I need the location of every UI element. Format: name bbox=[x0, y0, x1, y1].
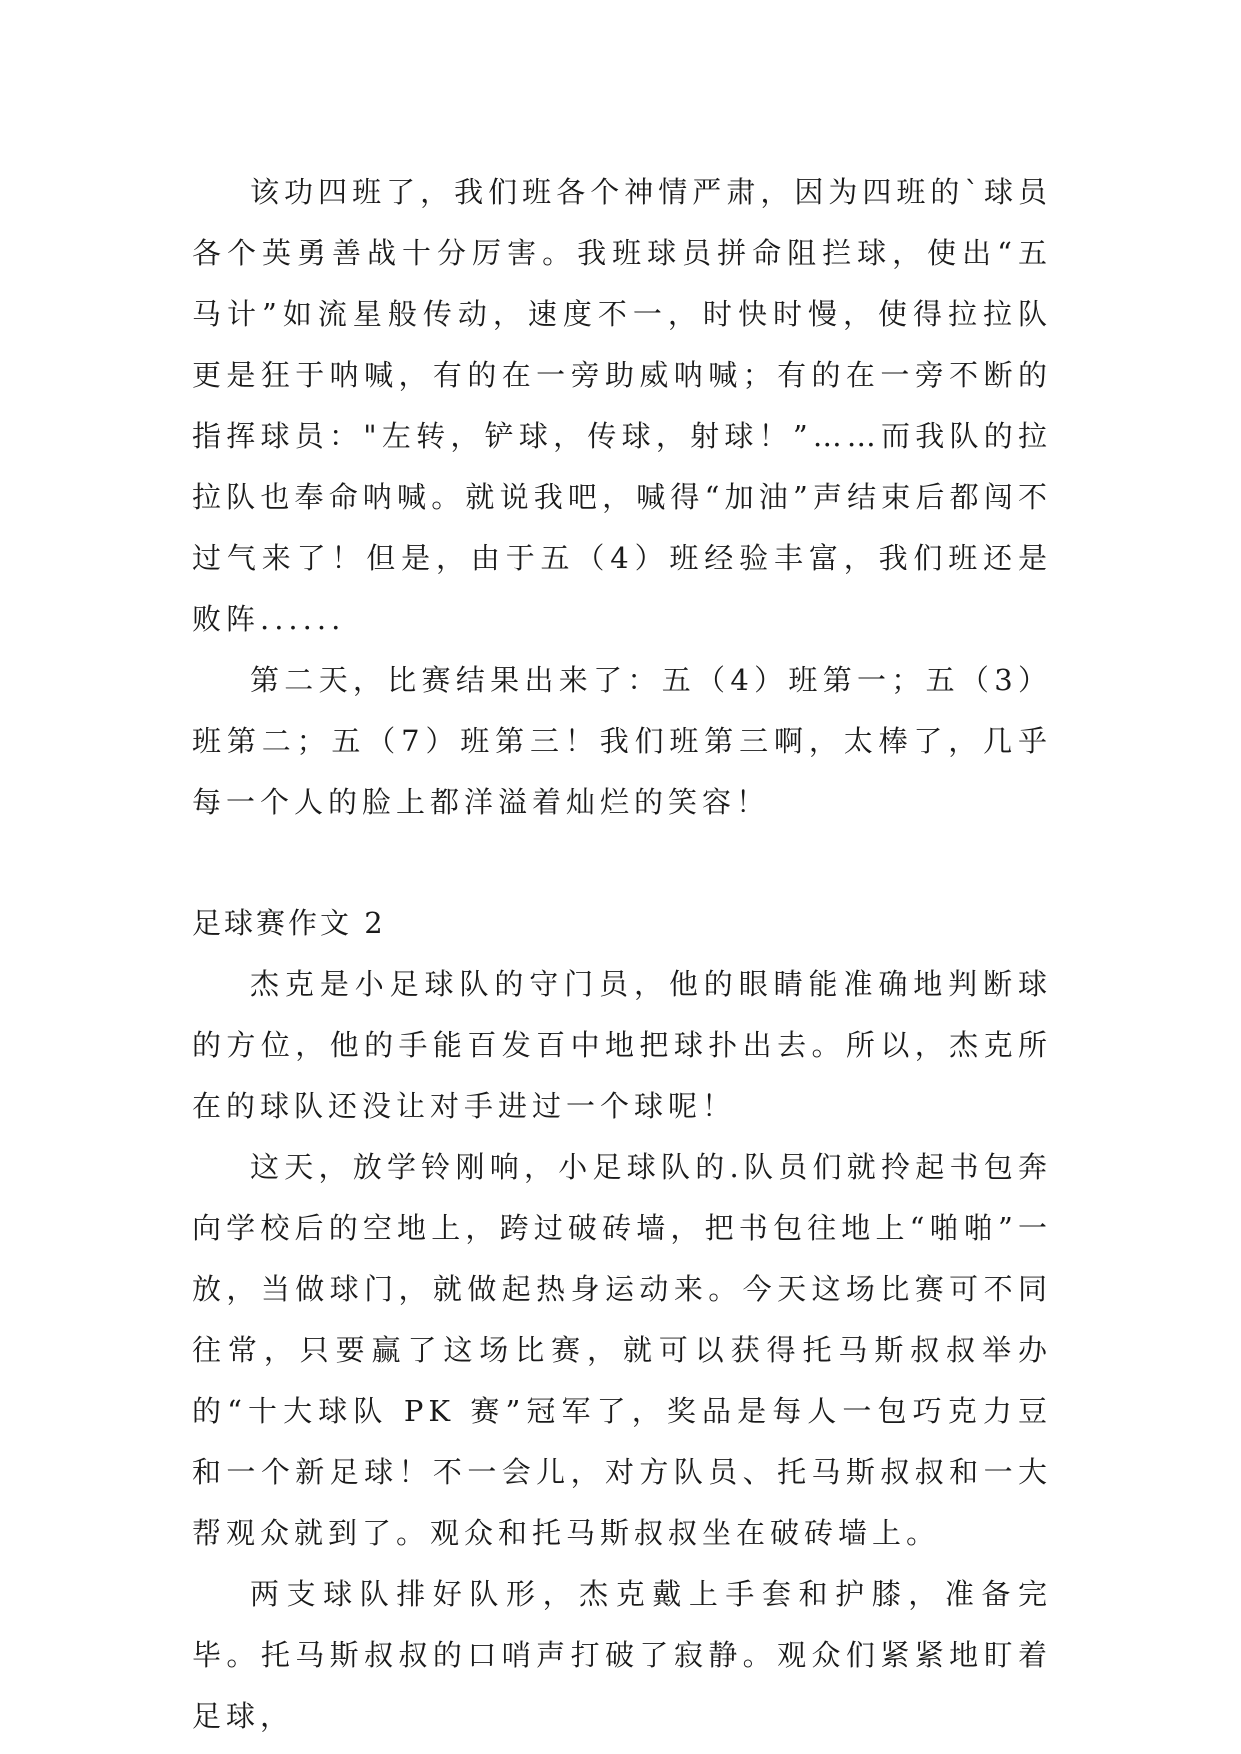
section-title: 足球赛作文 2 bbox=[192, 906, 386, 940]
paragraph-after-school: 这天，放学铃刚响，小足球队的.队员们就拎起书包奔向学校后的空地上，跨过破砖墙，把书包往地上“啪啪”一放，当做球门，就做起热身运动来。今天这场比赛可不同往常，只要赢了这场比赛，就可以获得托马斯叔叔举办的“十大球队 PK 赛”冠军了，奖品是每人一包巧克力豆和一个新足球！不一会儿，对方队员、托马斯叔叔和一大帮观众就到了。观众和托马斯叔叔坐在破砖墙上。 bbox=[192, 1150, 1052, 1550]
paragraph-team-four-match: 该功四班了，我们班各个神情严肃，因为四班的`球员各个英勇善战十分厉害。我班球员拼命阻拦球，使出“五马计”如流星般传动，速度不一，时快时慢，使得拉拉队更是狂于呐喊，有的在一旁助威呐喊；有的在一旁不断的指挥球员："左转，铲球，传球，射球！”……而我队的拉拉队也奉命呐喊。就说我吧，喊得“加油”声结束后都闯不过气来了！但是，由于五（4）班经验丰富，我们班还是败阵...... bbox=[192, 175, 1052, 636]
paragraph-match-start: 两支球队排好队形，杰克戴上手套和护膝，准备完毕。托马斯叔叔的口哨声打破了寂静。观众们紧紧地盯着足球， bbox=[192, 1577, 1052, 1733]
paragraph-jack-goalkeeper: 杰克是小足球队的守门员，他的眼睛能准确地判断球的方位，他的手能百发百中地把球扑出去。所以，杰克所在的球队还没让对手进过一个球呢！ bbox=[192, 967, 1052, 1123]
document-body bbox=[192, 162, 1052, 1747]
paragraph-results: 第二天，比赛结果出来了：五（4）班第一；五（3）班第二；五（7）班第三！我们班第三啊，太棒了，几乎每一个人的脸上都洋溢着灿烂的笑容！ bbox=[192, 663, 1052, 819]
